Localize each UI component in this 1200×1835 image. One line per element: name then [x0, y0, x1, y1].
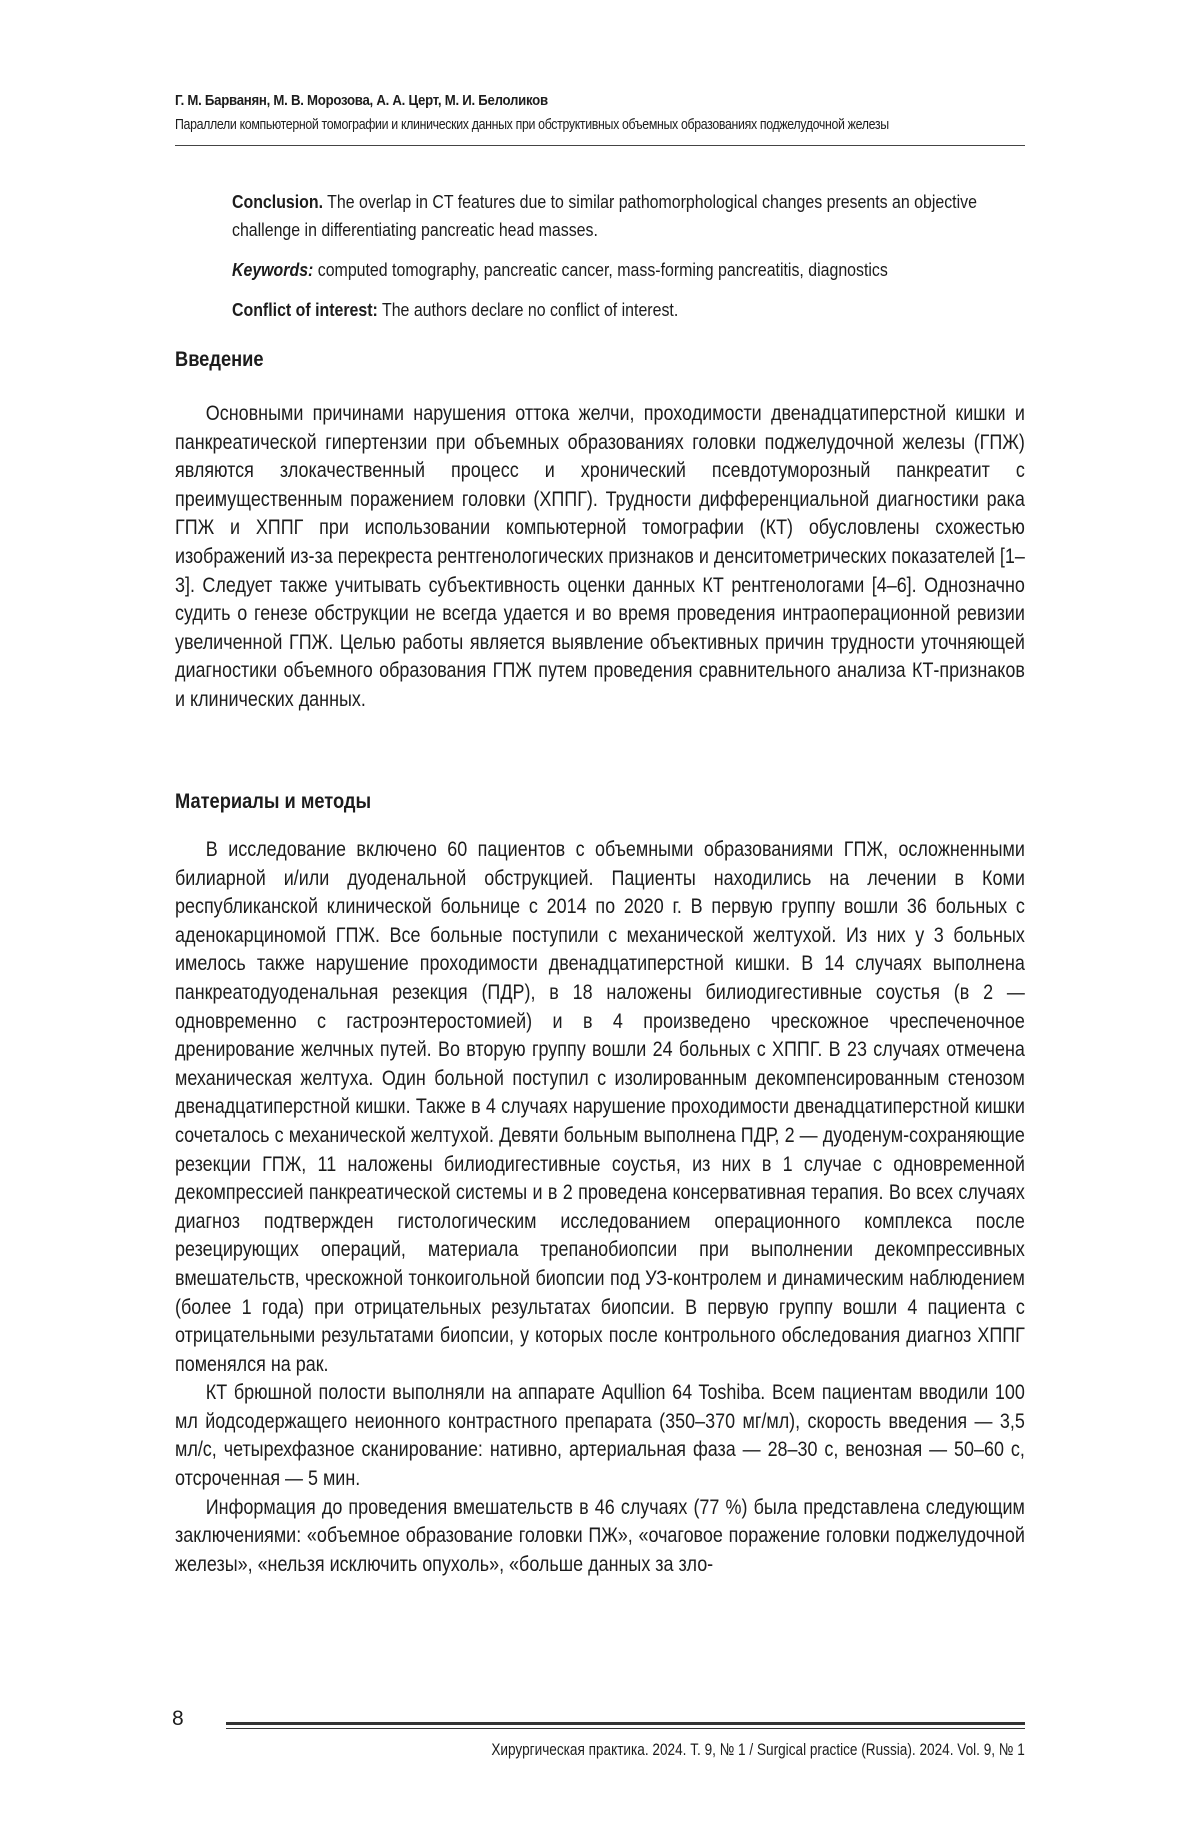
- running-header: [175, 92, 1025, 133]
- section-title-methods: Материалы и методы: [175, 790, 372, 813]
- methods-body: [175, 836, 1025, 1579]
- methods-paragraph-2: КТ брюшной полости выполняли на аппарате Aqullion 64 Toshiba. Всем пациентам вводили 100 мл йодсодержащего неионного контрастного препарата (350–370 мг/мл), скорость введения — 3,5 мл/с, четырехфазное сканирование: нативно, артериальная фаза — 28–30 с, венозная — 50–60 с, отсроченная — 5 мин.: [175, 1381, 1025, 1491]
- intro-section: [175, 348, 1025, 372]
- keywords-label: Keywords:: [232, 259, 314, 280]
- footer-divider-thick: [226, 1722, 1025, 1725]
- abstract-block: [232, 188, 1025, 336]
- abstract-conflict: [232, 296, 1025, 324]
- section-title-intro: Введение: [175, 348, 264, 371]
- abstract-conclusion: [232, 188, 1025, 244]
- keywords-text: computed tomography, pancreatic cancer, mass-forming pancreatitis, diagnostics: [313, 259, 888, 280]
- header-divider: [175, 145, 1025, 146]
- methods-paragraph-1: В исследование включено 60 пациентов с объемными образованиями ГПЖ, осложненными билиарной и/или дуоденальной обструкцией. Пациенты находились на лечении в Коми республиканской клинической больнице с 2014 по 2020 г. В первую группу вошли 36 больных с аденокарциномой ГПЖ. Все больные поступили с механической желтухой. Из них у 3 больных имелось также нарушение проходимости двенадцатиперстной кишки. В 14 случаях выполнена панкреатодуоденальная резекция (ПДР), в 18 наложены билиодигестивные соустья (в 2 — одновременно с гастроэнтеростомией) и в 4 произведено чрескожное чреспеченочное дренирование желчных путей. Во вторую группу вошли 24 больных с ХППГ. В 23 случаях отмечена механическая желтуха. Один больной поступил с изолированным декомпенсированным стенозом двенадцатиперстной кишки. Также в 4 случаях нарушение проходимости двенадцатиперстной кишки сочеталось с механической желтухой. Девяти больным выполнена ПДР, 2 — дуоденум-сохраняющие резекции ГПЖ, 11 наложены билиодигестивные соустья, из них в 1 случае с одновременной декомпрессией панкреатической системы и в 2 проведена консервативная терапия. Во всех случаях диагноз подтвержден гистологическим исследованием операционного комплекса после резецирующих операций, материала трепанобиопсии при выполнении декомпрессивных вмешательств, чрескожной тонкоигольной биопсии под УЗ-контролем и динамическим наблюдением (более 1 года) при отрицательных результатах биопсии. В первую группу вошли 4 пациента с отрицательными результатами биопсии, у которых после контрольного обследования диагноз ХППГ поменялся на рак.: [175, 838, 1025, 1376]
- abstract-keywords: [232, 256, 1025, 284]
- intro-paragraph: Основными причинами нарушения оттока желчи, проходимости двенадцатиперстной кишки и панкреатической гипертензии при объемных образованиях головки поджелудочной железы (ГПЖ) являются злокачественный процесс и хронический псевдотуморозный панкреатит с преимущественным поражением головки (ХППГ). Трудности дифференциальной диагностики рака ГПЖ и ХППГ при использовании компьютерной томографии (КТ) обусловлены схожестью изображений из-за перекреста рентгенологических признаков и денситометрических показателей [1–3]. Следует также учитывать субъективность оценки данных КТ рентгенологами [4–6]. Однозначно судить о генезе обструкции не всегда удается и во время проведения интраоперационной ревизии увеличенной ГПЖ. Целью работы является выявление объективных причин трудности уточняющей диагностики объемного образования ГПЖ путем проведения сравнительного анализа КТ-признаков и клинических данных.: [175, 402, 1025, 711]
- conflict-text: The authors declare no conflict of interest.: [377, 299, 679, 320]
- header-running-title: Параллели компьютерной томографии и клинических данных при обструктивных объемных образованиях поджелудочной железы: [175, 117, 889, 133]
- page-number: 8: [172, 1707, 184, 1730]
- intro-body: [175, 400, 1025, 715]
- conclusion-label: Conclusion.: [232, 191, 324, 212]
- conflict-label: Conflict of interest:: [232, 299, 378, 320]
- methods-section: [175, 790, 1025, 814]
- conclusion-text: The overlap in CT features due to similar pathomorphological changes presents an objective challenge in differentiating pancreatic head masses.: [232, 191, 977, 240]
- header-authors: Г. М. Барванян, М. В. Морозова, А. А. Церт, М. И. Белоликов: [175, 92, 548, 109]
- methods-paragraph-3: Информация до проведения вмешательств в 46 случаях (77 %) была представлена следующим заключениями: «объемное образование головки ПЖ», «очаговое поражение головки поджелудочной железы», «нельзя исключить опухоль», «больше данных за зло-: [175, 1495, 1025, 1576]
- footer-journal-citation: Хирургическая практика. 2024. Т. 9, № 1 / Surgical practice (Russia). 2024. Vol. 9, № 1: [491, 1740, 1025, 1759]
- footer-divider-thin: [226, 1728, 1025, 1729]
